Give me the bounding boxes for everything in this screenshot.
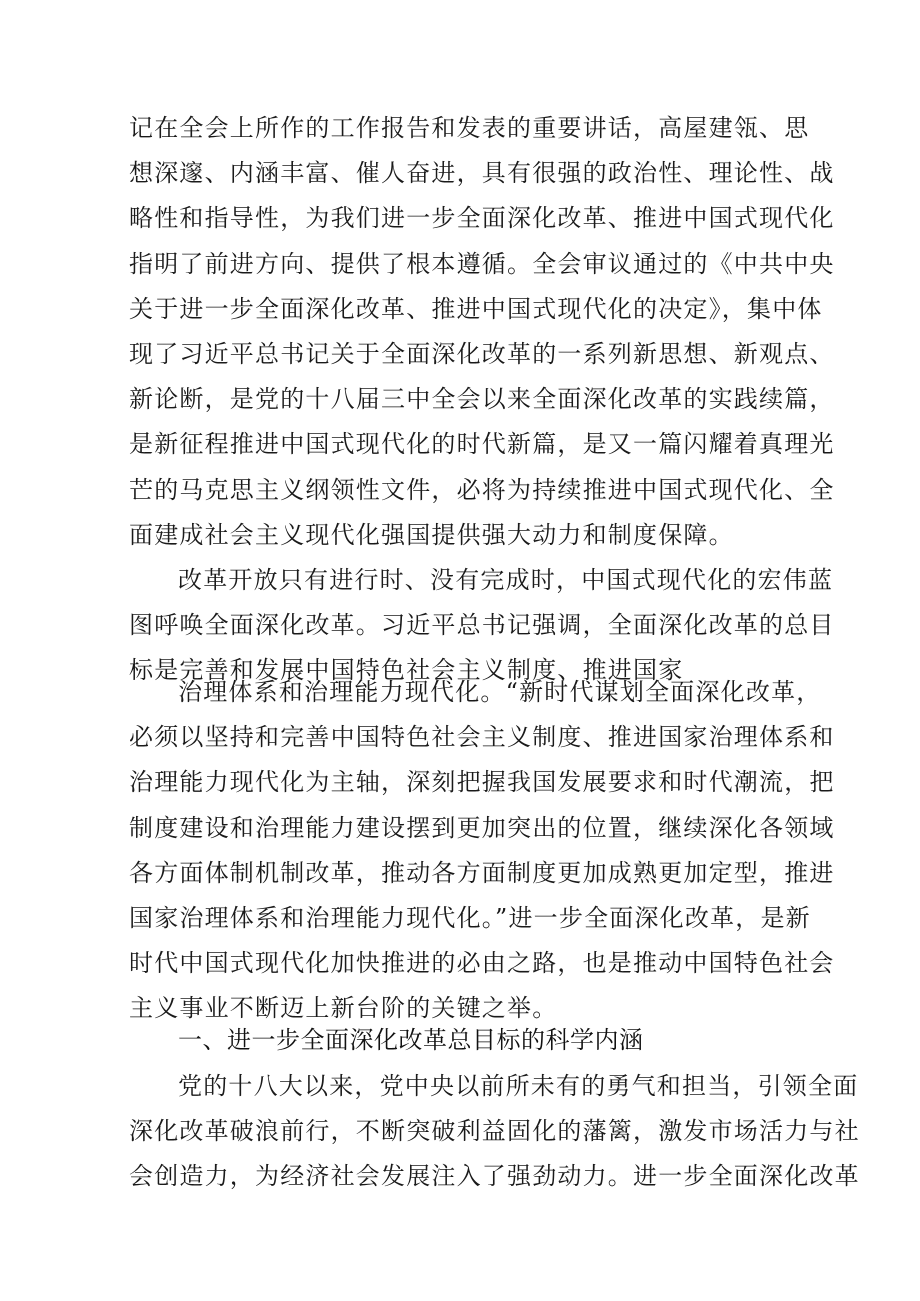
paragraph-3-line-6: 国家治理体系和治理能力现代化。”进一步全面深化改革，是新 xyxy=(129,903,811,932)
paragraph-2-line-1: 改革开放只有进行时、没有完成时，中国式现代化的宏伟蓝 xyxy=(178,566,834,594)
paragraph-1-line-4: 指明了前进方向、提供了根本遵循。全会审议通过的《中共中央 xyxy=(129,249,835,278)
paragraph-3-line-4: 制度建设和治理能力建设摆到更加突出的位置，继续深化各领域 xyxy=(129,813,835,842)
paragraph-3-line-2: 必须以坚持和完善中国特色社会主义制度、推进国家治理体系和 xyxy=(129,723,835,752)
paragraph-4-line-1: 党的十八大以来，党中央以前所未有的勇气和担当，引领全面 xyxy=(178,1072,859,1100)
paragraph-1-line-6: 现了习近平总书记关于全面深化改革的一系列新思想、新观点、 xyxy=(129,339,835,368)
paragraph-3-line-5: 各方面体制机制改革，推动各方面制度更加成熟更加定型，推进 xyxy=(129,858,835,887)
paragraph-2-line-3: 标是完善和发展中国特色社会主义制度、推进国家 xyxy=(129,656,684,685)
paragraph-3-line-7: 时代中国式现代化加快推进的必由之路，也是推动中国特色社会 xyxy=(129,949,835,978)
section-heading: 一、进一步全面深化改革总目标的科学内涵 xyxy=(178,1026,644,1054)
paragraph-1-line-9: 芒的马克思主义纲领性文件，必将为持续推进中国式现代化、全 xyxy=(129,475,835,504)
paragraph-4-line-3: 会创造力，为经济社会发展注入了强劲动力。进一步全面深化改革 xyxy=(129,1162,860,1191)
paragraph-1-line-2: 想深邃、内涵丰富、催人奋进，具有很强的政治性、理论性、战 xyxy=(129,159,835,188)
paragraph-4-line-2: 深化改革破浪前行，不断突破利益固化的藩篱，激发市场活力与社 xyxy=(129,1117,860,1146)
paragraph-4 xyxy=(129,1064,860,1200)
paragraph-1-line-8: 是新征程推进中国式现代化的时代新篇，是又一篇闪耀着真理光 xyxy=(129,430,835,459)
paragraph-1-line-3: 略性和指导性，为我们进一步全面深化改革、推进中国式现代化 xyxy=(129,204,835,233)
paragraph-1-line-1: 记在全会上所作的工作报告和发表的重要讲话，高屋建瓴、思 xyxy=(129,114,810,142)
paragraph-3-line-1: 治理体系和治理能力现代化。“新时代谋划全面深化改革， xyxy=(178,678,822,706)
paragraph-3-line-8: 主义事业不断迈上新台阶的关键之举。 xyxy=(129,994,558,1023)
paragraph-3 xyxy=(129,670,835,1032)
paragraph-2-line-2: 图呼唤全面深化改革。习近平总书记强调，全面深化改革的总目 xyxy=(129,611,835,640)
paragraph-1-line-5: 关于进一步全面深化改革、推进中国式现代化的决定》，集中体 xyxy=(129,294,823,323)
paragraph-1-line-10: 面建成社会主义现代化强国提供强大动力和制度保障。 xyxy=(129,520,734,549)
paragraph-1-line-7: 新论断，是党的十八届三中全会以来全面深化改革的实践续篇， xyxy=(129,385,835,414)
paragraph-3-line-3: 治理能力现代化为主轴，深刻把握我国发展要求和时代潮流，把 xyxy=(129,768,835,797)
paragraph-1 xyxy=(129,106,835,558)
